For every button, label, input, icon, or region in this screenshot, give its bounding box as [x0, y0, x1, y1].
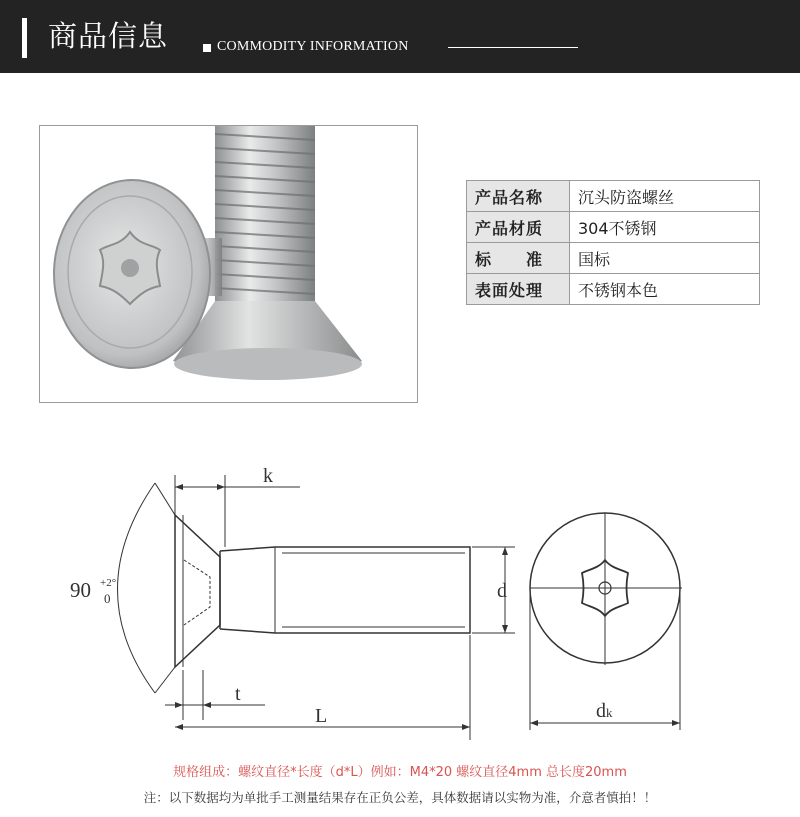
- angle-tolerance-upper: +2°: [100, 577, 117, 589]
- spec-row: [467, 243, 760, 274]
- technical-drawing: [60, 455, 750, 745]
- section-title: 商品信息: [48, 19, 169, 53]
- section-subtitle: COMMODITY INFORMATION: [217, 39, 409, 54]
- spec-value: 沉头防盗螺丝: [570, 181, 760, 212]
- spec-value: 304不锈钢: [570, 212, 760, 243]
- spec-row: [467, 212, 760, 243]
- drawing-head-outline: [175, 515, 220, 667]
- dimension-label-L: L: [315, 705, 328, 727]
- spec-row: [467, 181, 760, 212]
- dk-main: d: [596, 700, 606, 722]
- spec-value: 国标: [570, 243, 760, 274]
- header-accent-bar: [22, 18, 27, 58]
- screw-photo-illustration: [40, 126, 417, 402]
- spec-table: [466, 180, 760, 305]
- disclaimer-note: 注：以下数据均为单批手工测量结果存在正负公差，具体数据请以实物为准，介意者慎拍！！: [143, 790, 657, 805]
- spec-key: 标 准: [467, 243, 570, 274]
- spec-value: 不锈钢本色: [570, 274, 760, 305]
- spec-key: 产品材质: [467, 212, 570, 243]
- spec-format-note: 规格组成：螺纹直径*长度（d*L）例如：M4*20 螺纹直径4mm 总长度20mm: [173, 765, 627, 780]
- product-photo: [39, 125, 418, 403]
- header-rule: [448, 47, 578, 48]
- spec-key: 产品名称: [467, 181, 570, 212]
- dimension-label-dk: [596, 700, 613, 722]
- angle-tolerance-lower: 0: [104, 591, 111, 606]
- header-bar: [0, 0, 800, 73]
- angle-label: 90: [70, 578, 91, 602]
- bullet-square-icon: [203, 44, 211, 52]
- dimension-label-d: d: [497, 580, 507, 602]
- dimension-label-t: t: [235, 683, 241, 705]
- dk-sub: k: [606, 705, 613, 720]
- spec-key: 表面处理: [467, 274, 570, 305]
- dimension-label-k: k: [263, 465, 273, 487]
- spec-row: [467, 274, 760, 305]
